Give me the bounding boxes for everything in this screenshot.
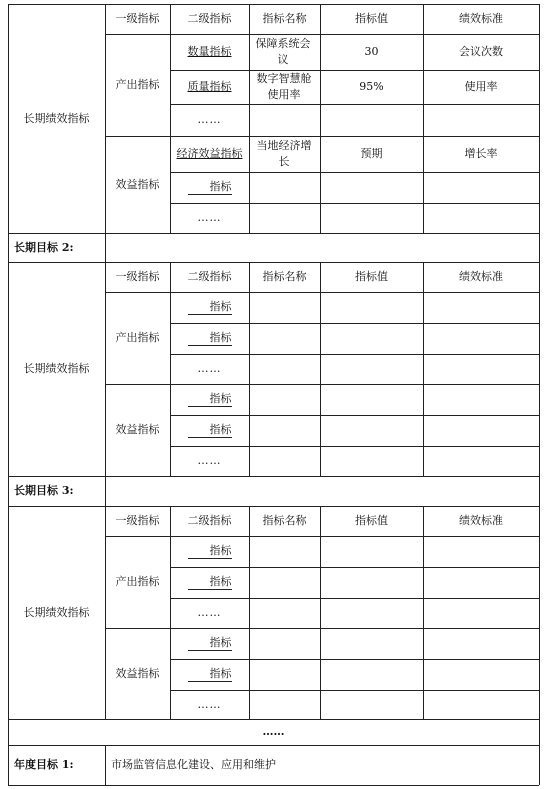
- level2-text: 指标: [188, 423, 232, 438]
- level2-ellipsis: ……: [197, 362, 222, 375]
- output-indicator-label: 产出指标: [115, 331, 160, 344]
- indicator-value: 预期: [360, 147, 383, 160]
- output-indicator-label: 产出指标: [115, 78, 160, 91]
- header-standard: 绩效标准: [459, 514, 503, 527]
- level2-text: 指标: [188, 300, 232, 315]
- indicator-standard: 增长率: [464, 147, 498, 160]
- header-value: 指标值: [355, 12, 388, 25]
- header-level1: 一级指标: [115, 514, 160, 527]
- level2-cell: [170, 70, 249, 104]
- benefit-indicator-label: 效益指标: [115, 423, 160, 436]
- level2-cell: [170, 536, 249, 567]
- header-level2: 二级指标: [187, 12, 232, 25]
- header-level2: 二级指标: [187, 514, 232, 527]
- indicator-name: 当地经济增长: [256, 139, 312, 168]
- level2-cell: [170, 659, 249, 690]
- indicator-name: 数字智慧舱使用率: [256, 72, 312, 101]
- long-term-goal-label: 长期目标 2:: [14, 240, 74, 254]
- grid-line: [539, 4, 540, 785]
- long-term-goal-value: [105, 233, 539, 262]
- header-level2: 二级指标: [187, 270, 232, 283]
- grid-line: [320, 262, 321, 476]
- level2-cell: [170, 34, 249, 70]
- level2-text: 经济效益指标: [176, 147, 243, 160]
- level2-text: 指标: [188, 392, 232, 407]
- level2-text: 指标: [188, 575, 232, 590]
- level2-text: 数量指标: [187, 45, 232, 58]
- header-name: 指标名称: [262, 270, 307, 283]
- level2-cell: [170, 415, 249, 446]
- section-label: 长期绩效指标: [23, 111, 90, 125]
- section-label: 长期绩效指标: [23, 605, 90, 619]
- grid-line: [320, 506, 321, 719]
- level2-cell: [170, 292, 249, 323]
- header-name: 指标名称: [262, 514, 307, 527]
- header-standard: 绩效标准: [459, 12, 503, 25]
- grid-line: [8, 785, 539, 786]
- level2-text: 指标: [188, 180, 232, 195]
- annual-goal-value: 市场监管信息化建设、应用和维护: [111, 758, 276, 771]
- long-term-goal-value: [105, 476, 539, 506]
- grid-line: [423, 506, 424, 719]
- indicator-value: 95%: [359, 80, 384, 93]
- indicator-name: 保障系统会议: [255, 37, 311, 66]
- level2-cell: [170, 323, 249, 354]
- indicator-standard: 使用率: [464, 80, 498, 93]
- grid-line: [423, 262, 424, 476]
- header-name: 指标名称: [262, 12, 307, 25]
- header-level1: 一级指标: [115, 270, 160, 283]
- level2-cell: [170, 172, 249, 203]
- header-level1: 一级指标: [115, 12, 160, 25]
- grid-line: [249, 506, 250, 719]
- continuation-ellipsis: ……: [262, 725, 285, 738]
- indicator-standard: 会议次数: [459, 45, 503, 58]
- level2-ellipsis: ……: [197, 697, 222, 711]
- header-standard: 绩效标准: [459, 270, 503, 283]
- level2-cell: [170, 384, 249, 415]
- level2-ellipsis: ……: [197, 211, 222, 224]
- level2-text: 指标: [188, 667, 232, 682]
- level2-text: 指标: [188, 544, 232, 559]
- level2-cell: [170, 567, 249, 598]
- annual-goal-label: 年度目标 1:: [14, 758, 74, 771]
- level2-ellipsis: ……: [197, 454, 222, 467]
- level2-cell: [170, 628, 249, 659]
- level2-ellipsis: ……: [197, 606, 222, 619]
- grid-line: [249, 4, 250, 233]
- long-term-goal-label: 长期目标 3:: [14, 484, 74, 497]
- benefit-indicator-label: 效益指标: [115, 666, 160, 680]
- level2-text: 指标: [188, 636, 232, 651]
- level2-cell: [174, 136, 245, 172]
- indicator-value: 30: [364, 45, 379, 58]
- level2-text: 指标: [188, 331, 232, 346]
- header-value: 指标值: [355, 514, 388, 527]
- header-value: 指标值: [355, 270, 388, 283]
- output-indicator-label: 产出指标: [115, 575, 160, 588]
- level2-text: 质量指标: [187, 80, 232, 93]
- level2-ellipsis: ……: [197, 113, 222, 126]
- grid-line: [249, 262, 250, 476]
- section-label: 长期绩效指标: [23, 362, 90, 375]
- benefit-indicator-label: 效益指标: [115, 177, 160, 191]
